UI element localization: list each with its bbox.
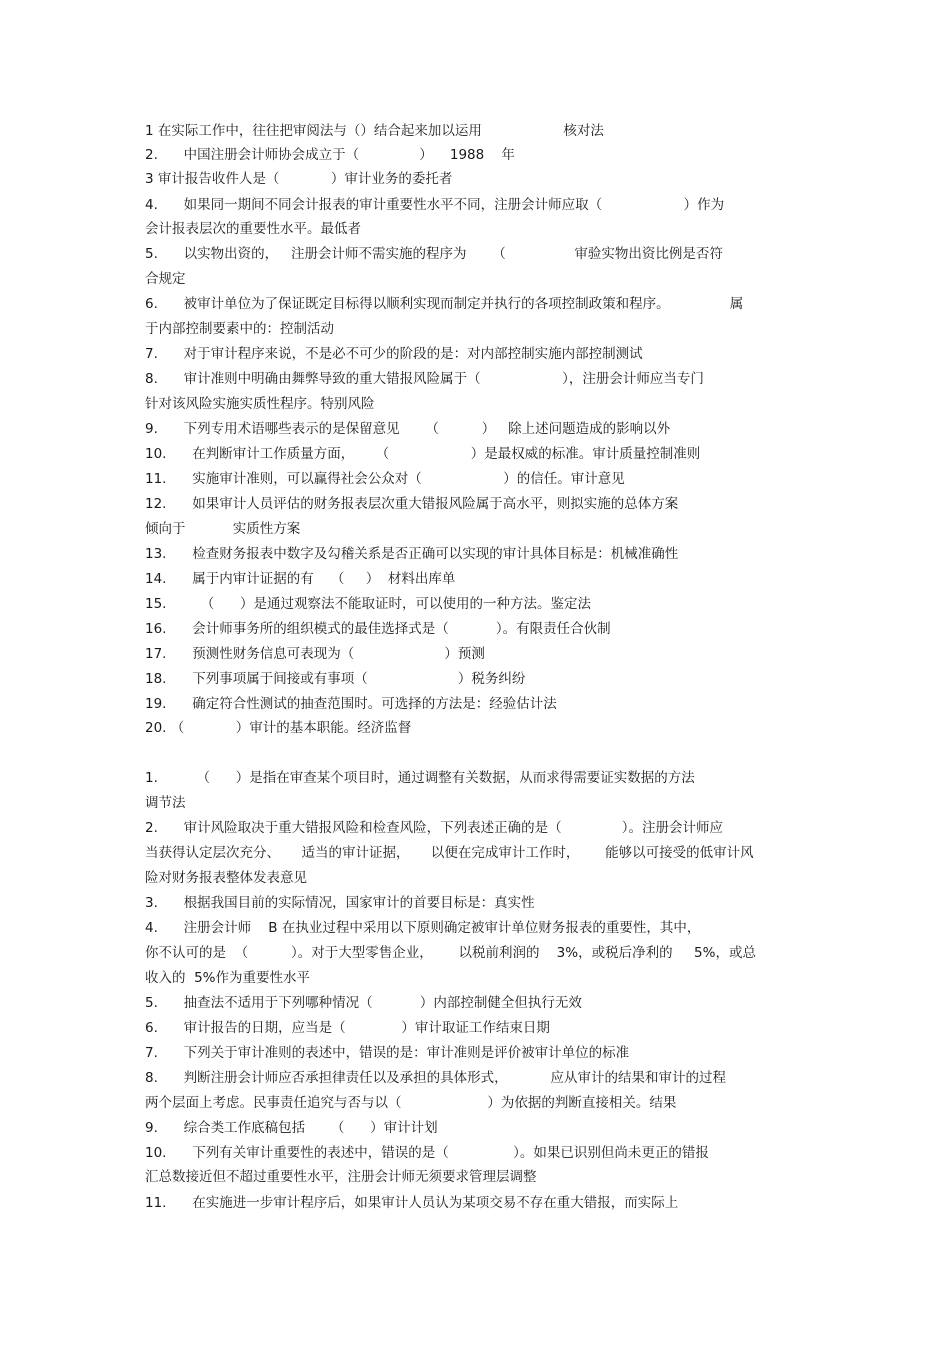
text-line: 8. 判断注册会计师应否承担律责任以及承担的具体形式， 应从审计的结果和审计的过程 [145,1070,727,1086]
text-line: 15. （ ）是通过观察法不能取证时，可以使用的一种方法。鉴定法 [145,596,592,612]
text-line: 1. （ ）是指在审查某个项目时，通过调整有关数据，从而求得需要证实数据的方法 [145,770,695,786]
text-line: 3 审计报告收件人是（ ）审计业务的委托者 [145,171,453,187]
text-line: 16. 会计师事务所的组织模式的最佳选择式是（ ）。有限责任合伙制 [145,621,611,637]
text-line: 14. 属于内审计证据的有 （ ） 材料出库单 [145,571,456,587]
text-line: 收入的 5%作为重要性水平 [145,970,310,986]
text-line: 10. 下列有关审计重要性的表述中，错误的是（ ）。如果已识别但尚未更正的错报 [145,1145,709,1161]
text-line: 13. 检查财务报表中数字及勾稽关系是否正确可以实现的审计具体目标是：机械准确性 [145,546,679,562]
text-line: 调节法 [145,795,186,811]
text-line: 10. 在判断审计工作质量方面， （ ）是最权威的标准。审计质量控制准则 [145,446,701,462]
text-line: 7. 对于审计程序来说，不是必不可少的阶段的是：对内部控制实施内部控制测试 [145,346,643,362]
text-line: 9. 下列专用术语哪些表示的是保留意见 （ ） 除上述问题造成的影响以外 [145,421,671,437]
text-line: 20. （ ）审计的基本职能。经济监督 [145,720,412,736]
text-line: 针对该风险实施实质性程序。特别风险 [145,396,375,412]
text-line: 险对财务报表整体发表意见 [145,870,307,886]
text-line: 5. 抽查法不适用于下列哪种情况（ ）内部控制健全但执行无效 [145,995,582,1011]
text-line: 汇总数接近但不超过重要性水平，注册会计师无须要求管理层调整 [145,1169,537,1185]
text-line: 2. 中国注册会计师协会成立于（ ） 1988 年 [145,147,515,163]
text-line: 12. 如果审计人员评估的财务报表层次重大错报风险属于高水平，则拟实施的总体方案 [145,496,679,512]
text-line: 于内部控制要素中的：控制活动 [145,321,334,337]
text-line: 当获得认定层次充分、 适当的审计证据， 以便在完成审计工作时， 能够以可接受的低审计风 [145,845,754,861]
text-line: 8. 审计准则中明确由舞弊导致的重大错报风险属于（ ），注册会计师应当专门 [145,371,704,387]
text-line: 19. 确定符合性测试的抽查范围时。可选择的方法是：经验估计法 [145,696,557,712]
text-line: 你不认可的是 （ ）。对于大型零售企业， 以税前利润的 3%，或税后净利的 5%，或总 [145,945,756,961]
text-line: 5. 以实物出资的， 注册会计师不需实施的程序为 （ 审验实物出资比例是否符 [145,246,723,262]
text-line: 会计报表层次的重要性水平。最低者 [145,221,361,237]
text-line: 两个层面上考虑。民事责任追究与否与以（ ）为依据的判断直接相关。结果 [145,1095,677,1111]
text-line: 6. 被审计单位为了保证既定目标得以顺利实现而制定并执行的各项控制政策和程序。 属 [145,296,744,312]
text-line: 18. 下列事项属于间接或有事项（ ）税务纠纷 [145,671,526,687]
text-line: 4. 如果同一期间不同会计报表的审计重要性水平不同，注册会计师应取（ ）作为 [145,197,725,213]
text-line: 11. 实施审计准则，可以赢得社会公众对（ ）的信任。审计意见 [145,471,625,487]
text-line: 7. 下列关于审计准则的表述中，错误的是：审计准则是评价被审计单位的标准 [145,1045,630,1061]
text-line: 合规定 [145,271,186,287]
text-line: 2. 审计风险取决于重大错报风险和检查风险，下列表述正确的是（ ）。注册会计师应 [145,820,723,836]
text-line: 1 在实际工作中，往往把审阅法与（）结合起来加以运用 核对法 [145,123,604,139]
text-line: 11. 在实施进一步审计程序后，如果审计人员认为某项交易不存在重大错报，而实际上 [145,1195,679,1211]
text-line: 17. 预测性财务信息可表现为（ ）预测 [145,646,485,662]
text-line: 3. 根据我国目前的实际情况，国家审计的首要目标是：真实性 [145,895,535,911]
text-line: 6. 审计报告的日期，应当是（ ）审计取证工作结束日期 [145,1020,550,1036]
text-line: 倾向于 实质性方案 [145,521,301,537]
text-line: 4. 注册会计师 B 在执业过程中采用以下原则确定被审计单位财务报表的重要性，其中， [145,920,701,936]
text-line: 9. 综合类工作底稿包括 （ ）审计计划 [145,1120,438,1136]
